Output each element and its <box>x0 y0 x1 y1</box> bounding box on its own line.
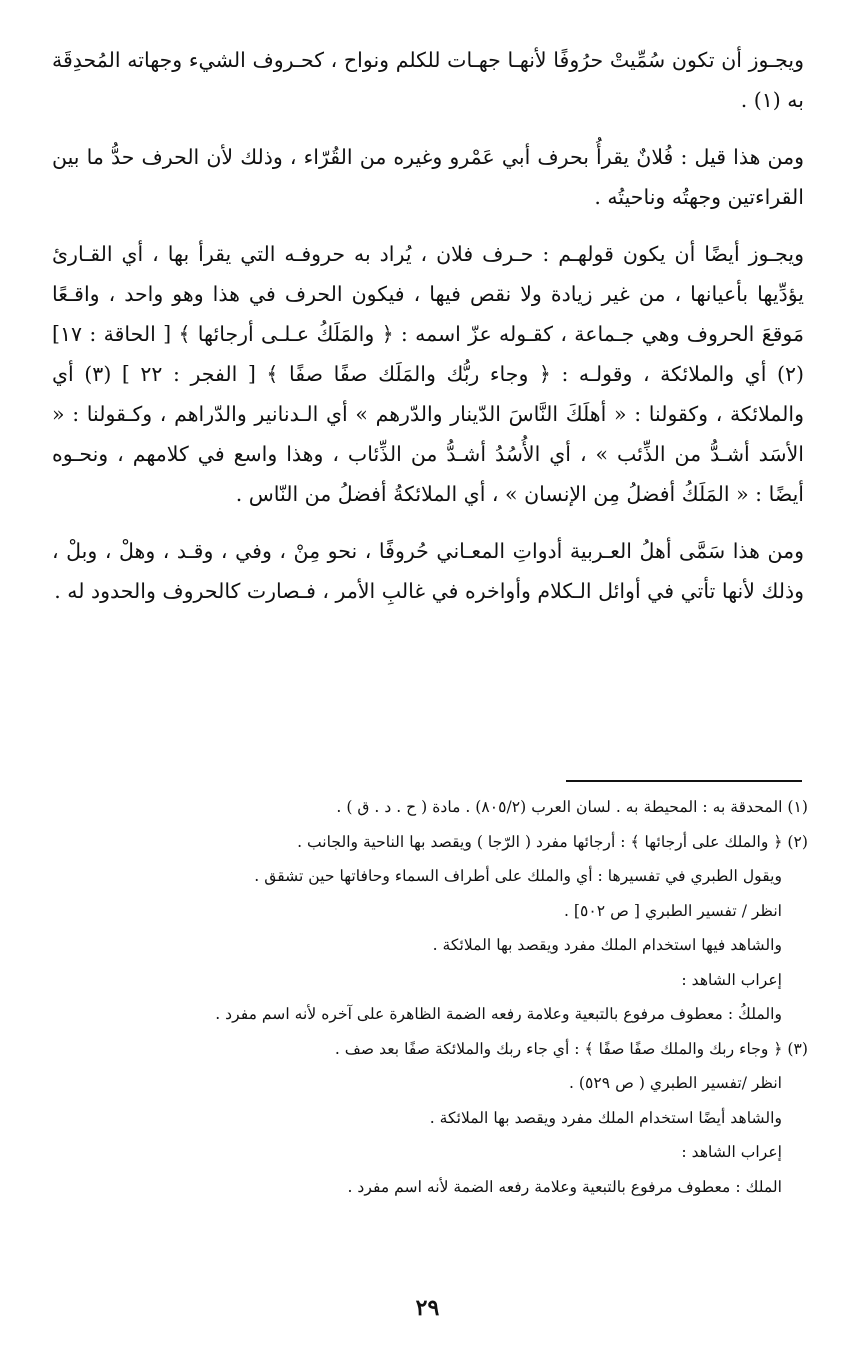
page-number: ٢٩ <box>415 1295 440 1321</box>
paragraph-4: ومن هذا سَمَّى أهلُ العـربية أدواتِ المعـاني حُروفًا ، نحو مِنْ ، وفي ، وقـد ، وهلْ ، وبلْ ، وذلك لأنها تأتي في أوائل الـكلام وأواخره في غالبِ الأمر ، فـصارت كالحروف والحدود له . <box>52 539 804 603</box>
paragraph-3: ويجـوز أيضًا أن يكون قولهـم : حـرف فلان ، يُراد به حروفـه التي يقرأ بها ، أي القـارئ يؤدِّيها بأعيانها ، من غير زيادة ولا نقص فيها ، فيكون الحرف في هذا وهو واحد ، واقـعًا مَوقعَ الحروف وهي جـماعة ، كقـوله عزّ اسمه : ﴿ والمَلَكُ عـلـى أرجائها ﴾ [ الحاقة : ١٧] (٢) أي والملائكة ، وقولـه : ﴿ وجاء ربُّك والمَلَك صفًا صفًا ﴾ [ الفجر : ٢٢ ] (٣) أي والملائكة ، وكقولنا : « أهلَكَ النَّاسَ الدّينار والدّرهم » أي الـدنانير والدّراهم ، وكـقولنا : « الأسَد أشـدُّ من الذِّئب » ، أي الأُسُدُ أشـدُّ من الذِّئاب ، وهذا واسع في كلامهم ، ونحـوه أيضًا : « المَلَكُ أفضلُ مِن الإنسان » ، أي الملائكةُ أفضلُ من النّاس . <box>52 242 804 506</box>
footnote-line: (٢) ﴿ والملك على أرجائها ﴾ : أرجائها مفرد ( الرّجا ) ويقصد بها الناحية والجانب . <box>297 832 808 851</box>
footnote-line: انظر /تفسير الطبري ( ص ٥٢٩) . <box>568 1074 782 1092</box>
footnote-line: والشاهد أيضًا استخدام الملك مفرد ويقصد بها الملائكة . <box>429 1108 782 1127</box>
footnote-line: الملك : معطوف مرفوع بالتبعية وعلامة رفعه الضمة لأنه اسم مفرد . <box>347 1177 782 1196</box>
main-text <box>52 40 804 628</box>
footnote-line: (١) المحدقة به : المحيطة به . لسان العرب (٨٠٥/٢) . مادة ( ح . د . ق ) . <box>336 798 808 816</box>
footnote-line: والشاهد فيها استخدام الملك مفرد ويقصد بها الملائكة . <box>432 936 782 954</box>
footnote-line: (٣) ﴿ وجاء ربك والملك صفًا صفًا ﴾ : أي جاء ربك والملائكة صفًا بعد صف . <box>334 1039 808 1058</box>
footnotes <box>110 790 808 1204</box>
footnote-line: انظر / تفسير الطبري [ ص ٥٠٢] . <box>564 901 782 920</box>
paragraph-2: ومن هذا قيل : فُلانٌ يقرأُ بحرف أبي عَمْرو وغيره من القُرّاء ، وذلك لأن الحرف حدُّ ما بين القراءتين وجهتُه وناحيتُه . <box>52 145 804 209</box>
footnote-line: والملكُ : معطوف مرفوع بالتبعية وعلامة رفعه الضمة الظاهرة على آخره لأنه اسم مفرد . <box>215 1005 782 1023</box>
footnote-separator <box>566 780 802 782</box>
paragraph-1: ويجـوز أن تكون سُمِّيتْ حرُوفًا لأنهـا جهـات للكلم ونواح ، كحـروف الشيء وجهاته المُحدِقَة به (١) . <box>52 48 804 112</box>
footnote-line: إعراب الشاهد : <box>681 1143 782 1161</box>
footnote-line: إعراب الشاهد : <box>681 970 782 989</box>
footnote-line: ويقول الطبري في تفسيرها : أي والملك على أطراف السماء وحافاتها حين تشقق . <box>254 867 782 885</box>
